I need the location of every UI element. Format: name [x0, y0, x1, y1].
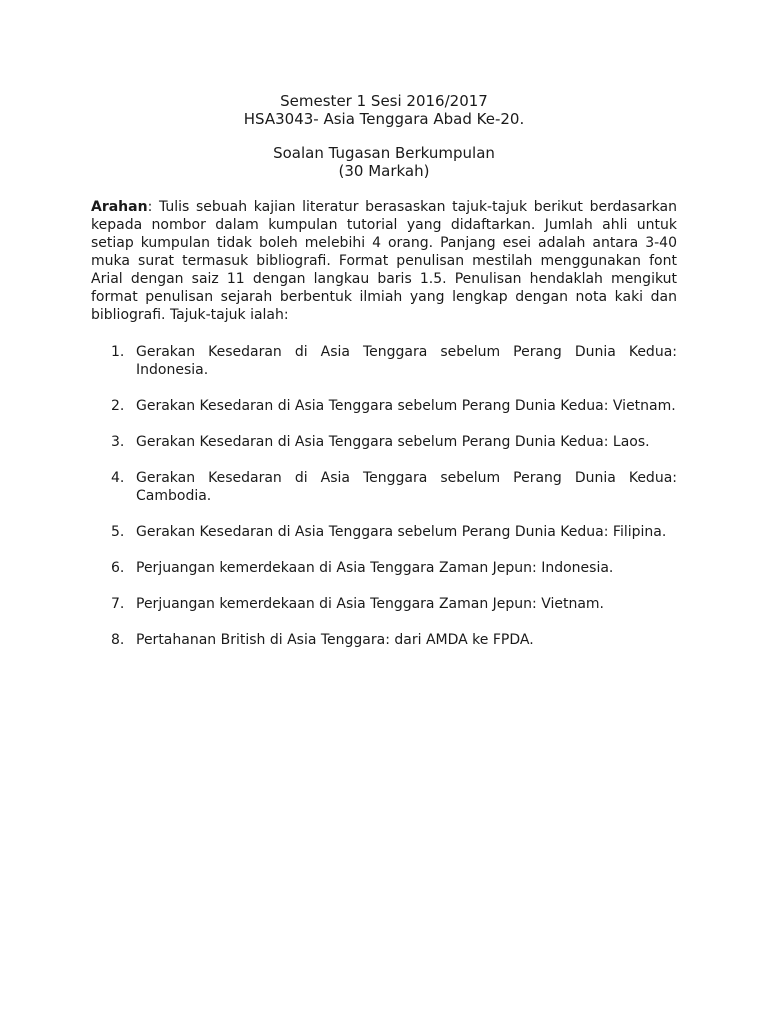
topic-list — [91, 343, 677, 667]
topic-item — [91, 433, 677, 451]
semester-title: Semester 1 Sesi 2016/2017 — [280, 92, 488, 110]
course-title: HSA3043- Asia Tenggara Abad Ke-20. — [243, 110, 525, 128]
topic-item — [91, 469, 677, 505]
topic-item — [91, 631, 677, 649]
topic-text: Gerakan Kesedaran di Asia Tenggara sebelum Perang Dunia Kedua: Indonesia. — [136, 344, 677, 378]
topic-item — [91, 559, 677, 577]
topic-number: 3. — [111, 434, 125, 450]
topic-text: Pertahanan British di Asia Tenggara: dari AMDA ke FPDA. — [136, 632, 534, 648]
topic-number: 8. — [111, 632, 125, 648]
topic-number: 6. — [111, 560, 125, 576]
document-header — [0, 92, 768, 128]
topic-text: Perjuangan kemerdekaan di Asia Tenggara Zaman Jepun: Vietnam. — [136, 596, 605, 612]
instructions-label: Arahan — [91, 199, 148, 215]
topic-number: 5. — [111, 524, 125, 540]
assignment-heading — [0, 144, 768, 180]
topic-item — [91, 595, 677, 613]
topic-number: 4. — [111, 470, 125, 486]
topic-item — [91, 523, 677, 541]
topic-text: Gerakan Kesedaran di Asia Tenggara sebelum Perang Dunia Kedua: Vietnam. — [136, 398, 676, 414]
topic-number: 2. — [111, 398, 125, 414]
topic-text: Perjuangan kemerdekaan di Asia Tenggara Zaman Jepun: Indonesia. — [136, 560, 614, 576]
topic-item — [91, 397, 677, 415]
topic-number: 7. — [111, 596, 125, 612]
topic-text: Gerakan Kesedaran di Asia Tenggara sebelum Perang Dunia Kedua: Laos. — [136, 434, 650, 450]
assignment-title: Soalan Tugasan Berkumpulan — [273, 144, 495, 162]
topic-item — [91, 343, 677, 379]
marks-label: (30 Markah) — [338, 162, 430, 180]
topic-text: Gerakan Kesedaran di Asia Tenggara sebelum Perang Dunia Kedua: Cambodia. — [136, 470, 677, 504]
instructions-paragraph — [91, 198, 677, 324]
topic-number: 1. — [111, 344, 125, 360]
topic-text: Gerakan Kesedaran di Asia Tenggara sebelum Perang Dunia Kedua: Filipina. — [136, 524, 667, 540]
instructions-text: : Tulis sebuah kajian literatur berasaskan tajuk-tajuk berikut berdasarkan kepada nombor dalam kumpulan tutorial yang didaftarkan. Jumlah ahli untuk setiap kumpulan tidak boleh melebihi 4 orang. Panjang esei adalah antara 3-40 muka surat termasuk bibliografi. Format penulisan mestilah menggunakan font Arial dengan saiz 11 dengan langkau baris 1.5. Penulisan hendaklah mengikut format penulisan sejarah berbentuk ilmiah yang lengkap dengan nota kaki dan bibliografi. Tajuk-tajuk ialah: — [91, 199, 677, 323]
